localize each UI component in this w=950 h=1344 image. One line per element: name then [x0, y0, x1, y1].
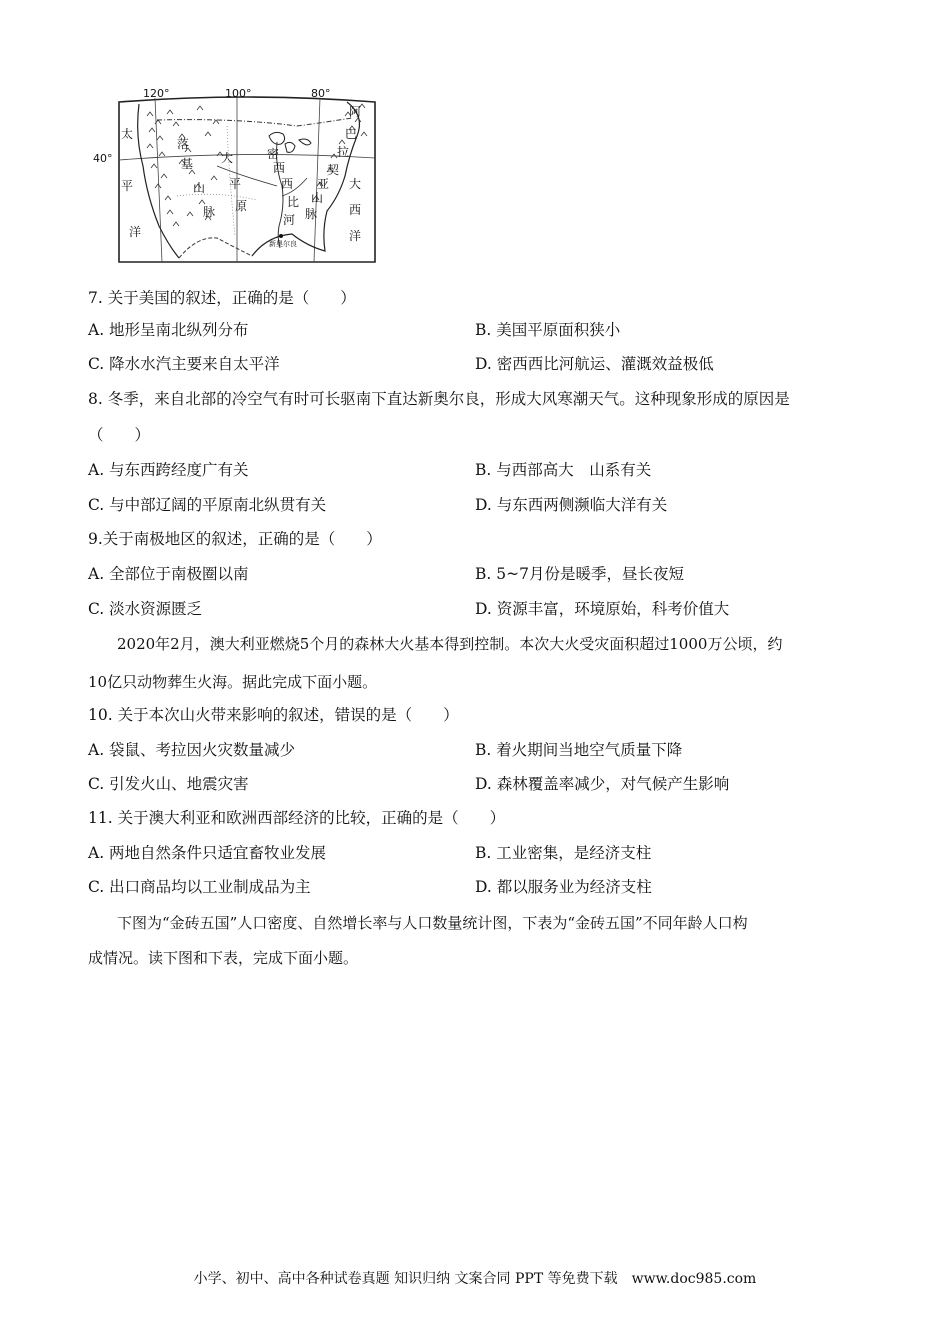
- usa-terrain-map: [93, 87, 377, 264]
- appalachian-char-7: 脉: [305, 207, 318, 221]
- mississippi-char-2: 西: [273, 161, 286, 175]
- lon-80-label: 80°: [311, 87, 331, 100]
- q7-option-c: C. 降水水汽主要来自太平洋: [88, 355, 280, 373]
- rocky-char-4: 脉: [203, 205, 216, 219]
- passage-1-line-2: 10亿只动物葬生火海。据此完成下面小题。: [88, 673, 378, 691]
- q7-option-a: A. 地形呈南北纵列分布: [88, 321, 249, 339]
- q11-stem: 11. 关于澳大利亚和欧洲西部经济的比较，正确的是（ ）: [88, 809, 506, 827]
- rocky-char-3: 山: [193, 181, 206, 195]
- lon-100-label: 100°: [225, 87, 252, 100]
- pacific-char-3: 洋: [129, 225, 142, 239]
- q8-stem: 8. 冬季，来自北部的冷空气有时可长驱南下直达新奥尔良，形成大风寒潮天气。这种现象形成的原因是: [88, 390, 790, 408]
- new-orleans-marker: [279, 234, 283, 238]
- q7-stem: 7. 关于美国的叙述，正确的是（ ）: [88, 289, 356, 307]
- pacific-char-2: 平: [121, 179, 134, 193]
- passage-2-line-2: 成情况。读下图和下表，完成下面小题。: [88, 949, 359, 967]
- q10-stem: 10. 关于本次山火带来影响的叙述，错误的是（ ）: [88, 706, 459, 724]
- rocky-char-2: 基: [181, 157, 194, 171]
- rocky-char-1: 落: [177, 137, 190, 151]
- appalachian-char-2: 巴: [345, 127, 358, 141]
- appalachian-char-5: 亚: [317, 177, 330, 191]
- q8-option-a: A. 与东西跨经度广有关: [88, 461, 249, 479]
- atlantic-char-1: 大: [349, 177, 362, 191]
- q10-option-b: B. 着火期间当地空气质量下降: [475, 741, 683, 759]
- q10-option-c: C. 引发火山、地震灾害: [88, 775, 249, 793]
- mississippi-char-4: 比: [287, 195, 300, 209]
- page-footer: 小学、初中、高中各种试卷真题 知识归纳 文案合同 PPT 等免费下载 www.doc985.com: [193, 1271, 757, 1287]
- q7-option-d: D. 密西西比河航运、灌溉效益极低: [475, 355, 714, 373]
- q9-option-b: B. 5~7月份是暖季，昼长夜短: [475, 565, 684, 583]
- map-graphic: [117, 96, 377, 264]
- pacific-char-1: 太: [121, 127, 134, 141]
- lat-40-label: 40°: [93, 152, 113, 165]
- mississippi-char-1: 密: [267, 147, 280, 161]
- mississippi-char-3: 西: [281, 177, 294, 191]
- passage-1-line-1: 2020年2月，澳大利亚燃烧5个月的森林大火基本得到控制。本次大火受灾面积超过1000万公顷，约: [117, 635, 783, 653]
- q10-option-d: D. 森林覆盖率减少，对气候产生影响: [475, 775, 730, 793]
- appalachian-char-1: 阿: [349, 105, 362, 119]
- plain-char-2: 平: [229, 177, 242, 191]
- plain-char-1: 大: [221, 151, 234, 165]
- q11-option-b: B. 工业密集，是经济支柱: [475, 844, 652, 862]
- q11-option-a: A. 两地自然条件只适宜畜牧业发展: [88, 844, 327, 862]
- q9-option-c: C. 淡水资源匮乏: [88, 600, 203, 618]
- q10-option-a: A. 袋鼠、考拉因火灾数量减少: [88, 741, 296, 759]
- appalachian-char-6: 山: [311, 191, 324, 205]
- q11-option-d: D. 都以服务业为经济支柱: [475, 878, 652, 896]
- atlantic-char-3: 洋: [349, 229, 362, 243]
- q7-option-b: B. 美国平原面积狭小: [475, 321, 621, 339]
- plain-char-3: 原: [235, 199, 248, 213]
- lon-120-label: 120°: [143, 87, 170, 100]
- q9-stem: 9.关于南极地区的叙述，正确的是（ ）: [88, 530, 382, 548]
- q11-option-c: C. 出口商品均以工业制成品为主: [88, 878, 311, 896]
- q8-option-c: C. 与中部辽阔的平原南北纵贯有关: [88, 496, 327, 514]
- q9-option-d: D. 资源丰富，环境原始，科考价值大: [475, 600, 730, 618]
- appalachian-char-4: 契: [327, 163, 340, 177]
- q8-stem-continued: （ ）: [88, 426, 151, 444]
- q8-option-b: B. 与西部高大 山系有关: [475, 461, 652, 479]
- new-orleans-label: 新奥尔良: [269, 240, 297, 248]
- passage-2-line-1: 下图为“金砖五国”人口密度、自然增长率与人口数量统计图，下表为“金砖五国”不同年龄人口构: [117, 914, 748, 932]
- q9-option-a: A. 全部位于南极圈以南: [88, 565, 249, 583]
- q8-option-d: D. 与东西两侧濒临大洋有关: [475, 496, 668, 514]
- appalachian-char-3: 拉: [337, 145, 350, 159]
- atlantic-char-2: 西: [349, 203, 362, 217]
- mississippi-char-5: 河: [283, 213, 296, 227]
